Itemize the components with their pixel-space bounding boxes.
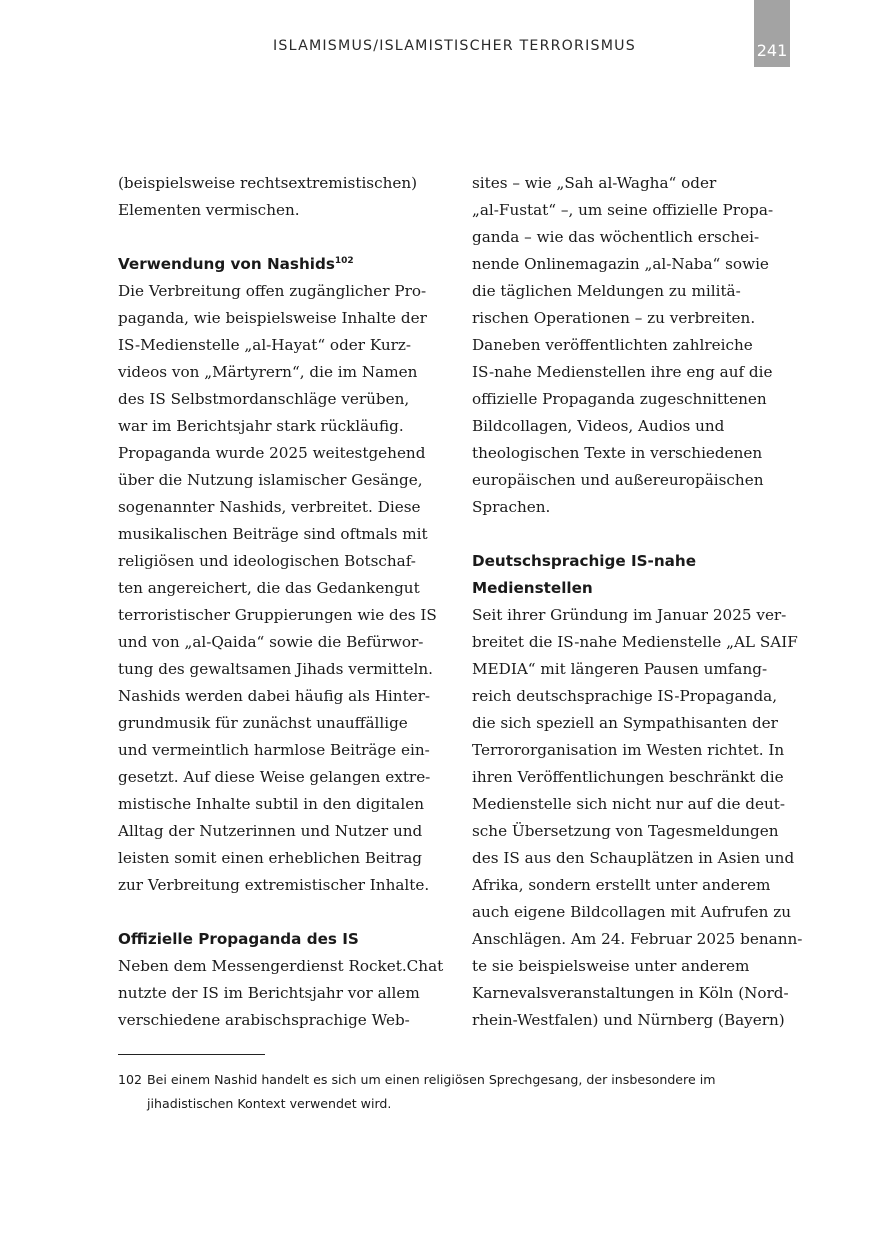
intro-paragraph bbox=[118, 170, 438, 224]
left-column bbox=[118, 170, 444, 1034]
text-line: Karnevalsveranstaltungen in Köln (Nord- bbox=[472, 984, 789, 1002]
section-heading-official-propaganda: Offizielle Propaganda des IS bbox=[118, 930, 359, 948]
right-column bbox=[472, 170, 803, 1034]
text-line: (beispielsweise rechtsextremistischen) bbox=[118, 174, 418, 192]
text-line: und vermeintlich harmlose Beiträge ein- bbox=[118, 741, 430, 759]
text-line: IS-nahe Medienstellen ihre eng auf die bbox=[472, 363, 773, 381]
text-line: verschiedene arabischsprachige Web- bbox=[118, 1011, 410, 1029]
text-line: Propaganda wurde 2025 weitestgehend bbox=[118, 444, 426, 462]
text-line: „al-Fustat“ –, um seine offizielle Propa- bbox=[472, 201, 774, 219]
text-line: Anschlägen. Am 24. Februar 2025 benann- bbox=[472, 930, 803, 948]
footnote bbox=[118, 1068, 798, 1116]
text-line: europäischen und außereuropäischen bbox=[472, 471, 764, 489]
text-line: Sprachen. bbox=[472, 498, 551, 516]
footnote-divider bbox=[118, 1054, 265, 1055]
text-line: zur Verbreitung extremistischer Inhalte. bbox=[118, 876, 430, 894]
text-line: sites – wie „Sah al-Wagha“ oder bbox=[472, 174, 717, 192]
footnote-line: jihadistischen Kontext verwendet wird. bbox=[147, 1096, 392, 1111]
text-line: theologischen Texte in verschiedenen bbox=[472, 444, 763, 462]
text-line: musikalischen Beiträge sind oftmals mit bbox=[118, 525, 428, 543]
text-line: Neben dem Messengerdienst Rocket.Chat bbox=[118, 957, 444, 975]
text-line: breitet die IS-nahe Medienstelle „AL SAIF bbox=[472, 633, 798, 651]
footnote-text: Bei einem Nashid handelt es sich um einen religiösen Sprechgesang, der insbesondere im bbox=[147, 1072, 716, 1087]
section-heading-german-media bbox=[472, 548, 792, 602]
heading-line: Deutschsprachige IS-nahe bbox=[472, 552, 697, 570]
text-line: Elementen vermischen. bbox=[118, 201, 300, 219]
text-line: rhein-Westfalen) und Nürnberg (Bayern) bbox=[472, 1011, 785, 1029]
footnote-line bbox=[118, 1068, 798, 1092]
text-line: Die Verbreitung offen zugänglicher Pro- bbox=[118, 282, 427, 300]
heading-text: Verwendung von Nashids bbox=[118, 255, 335, 273]
text-line: war im Berichtsjahr stark rückläufig. bbox=[118, 417, 404, 435]
text-line: die täglichen Meldungen zu militä- bbox=[472, 282, 741, 300]
page-number-tab bbox=[754, 0, 790, 67]
text-line: grundmusik für zunächst unauffällige bbox=[118, 714, 408, 732]
section-heading-nashids bbox=[118, 251, 438, 278]
section-paragraph-nashids bbox=[118, 278, 438, 899]
heading-line: Medienstellen bbox=[472, 579, 593, 597]
text-line: Afrika, sondern erstellt unter anderem bbox=[472, 876, 771, 894]
section-paragraph-german-media bbox=[472, 602, 803, 1034]
text-line: nende Onlinemagazin „al-Naba“ sowie bbox=[472, 255, 769, 273]
text-line: offizielle Propaganda zugeschnittenen bbox=[472, 390, 767, 408]
continued-paragraph bbox=[472, 170, 792, 521]
text-line: gesetzt. Auf diese Weise gelangen extre- bbox=[118, 768, 431, 786]
text-line: videos von „Märtyrern“, die im Namen bbox=[118, 363, 418, 381]
text-line: nutzte der IS im Berichtsjahr vor allem bbox=[118, 984, 420, 1002]
text-line: te sie beispielsweise unter anderem bbox=[472, 957, 750, 975]
text-line: MEDIA“ mit längeren Pausen umfang- bbox=[472, 660, 768, 678]
text-line: des IS Selbstmordanschläge verüben, bbox=[118, 390, 410, 408]
text-line: leisten somit einen erheblichen Beitrag bbox=[118, 849, 423, 867]
text-line: Alltag der Nutzerinnen und Nutzer und bbox=[118, 822, 423, 840]
text-line: des IS aus den Schauplätzen in Asien und bbox=[472, 849, 795, 867]
text-line: und von „al-Qaida“ sowie die Befürwor- bbox=[118, 633, 424, 651]
text-line: terroristischer Gruppierungen wie des IS bbox=[118, 606, 437, 624]
text-line: ihren Veröffentlichungen beschränkt die bbox=[472, 768, 784, 786]
text-line: die sich speziell an Sympathisanten der bbox=[472, 714, 778, 732]
text-line: tung des gewaltsamen Jihads vermitteln. bbox=[118, 660, 433, 678]
text-line: Nashids werden dabei häufig als Hinter- bbox=[118, 687, 431, 705]
text-line: sche Übersetzung von Tagesmeldungen bbox=[472, 822, 779, 840]
text-line: religiösen und ideologischen Botschaf- bbox=[118, 552, 416, 570]
text-line: paganda, wie beispielsweise Inhalte der bbox=[118, 309, 427, 327]
text-line: Seit ihrer Gründung im Januar 2025 ver- bbox=[472, 606, 787, 624]
text-line: Terrororganisation im Westen richtet. In bbox=[472, 741, 785, 759]
text-line: rischen Operationen – zu verbreiten. bbox=[472, 309, 756, 327]
footnote-number: 102 bbox=[118, 1072, 143, 1087]
text-line: Bildcollagen, Videos, Audios und bbox=[472, 417, 725, 435]
text-line: mistische Inhalte subtil in den digitalen bbox=[118, 795, 424, 813]
text-line: über die Nutzung islamischer Gesänge, bbox=[118, 471, 423, 489]
text-line: sogenannter Nashids, verbreitet. Diese bbox=[118, 498, 421, 516]
text-line: ten angereichert, die das Gedankengut bbox=[118, 579, 420, 597]
section-paragraph-official-propaganda bbox=[118, 953, 444, 1034]
text-line: Daneben veröffentlichten zahlreiche bbox=[472, 336, 753, 354]
text-line: Medienstelle sich nicht nur auf die deut- bbox=[472, 795, 785, 813]
text-line: IS-Medienstelle „al-Hayat“ oder Kurz- bbox=[118, 336, 412, 354]
footnote-reference: 102 bbox=[334, 256, 354, 266]
text-line: ganda – wie das wöchentlich erschei- bbox=[472, 228, 760, 246]
page-number: 241 bbox=[756, 41, 788, 60]
text-line: auch eigene Bildcollagen mit Aufrufen zu bbox=[472, 903, 792, 921]
text-line: reich deutschsprachige IS-Propaganda, bbox=[472, 687, 778, 705]
running-header: ISLAMISMUS/ISLAMISTISCHER TERRORISMUS bbox=[273, 38, 636, 54]
